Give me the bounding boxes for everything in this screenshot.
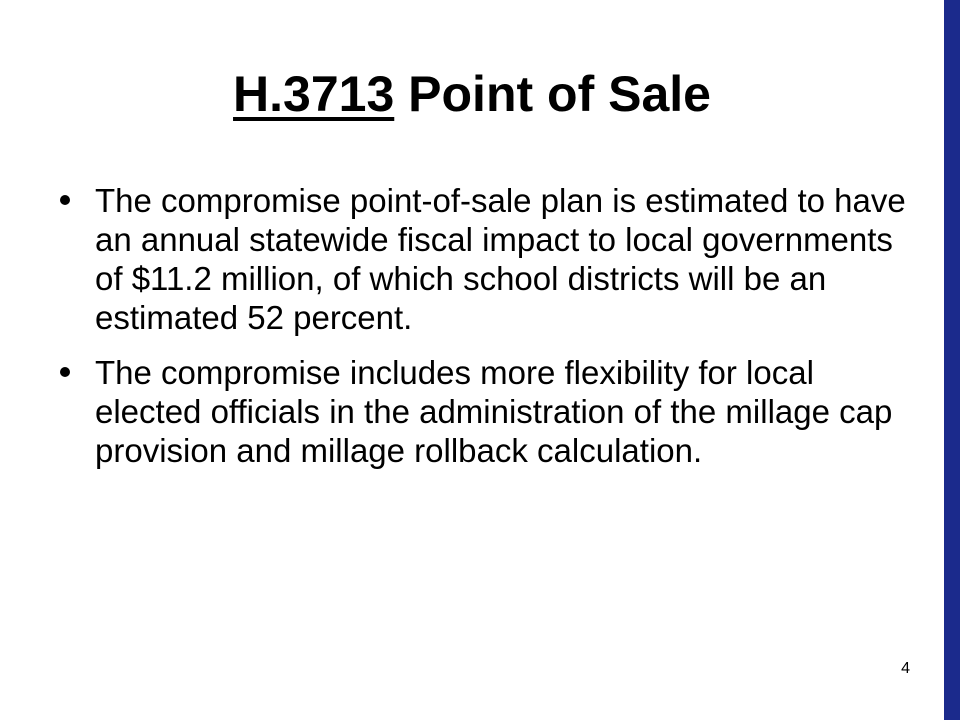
bill-number: H.3713: [233, 66, 395, 122]
page-number: 4: [901, 660, 910, 677]
bullet-dot-icon: [60, 367, 70, 377]
bullet-text: The compromise point-of-sale plan is estimated to have an annual statewide fiscal impact to local governments of $11.2 million, of which school districts will be an estimated 52 percent.: [95, 182, 906, 336]
side-accent-bar: [944, 0, 960, 720]
bullet-text: The compromise includes more flexibility for local elected officials in the administration of the millage cap provision and millage rollback calculation.: [95, 354, 893, 469]
bullet-dot-icon: [60, 195, 70, 205]
title-text: Point of Sale: [394, 66, 711, 122]
bullet-item: [60, 181, 910, 337]
bullet-list: [60, 181, 910, 486]
slide-title: [0, 62, 944, 126]
bullet-item: [60, 353, 910, 470]
